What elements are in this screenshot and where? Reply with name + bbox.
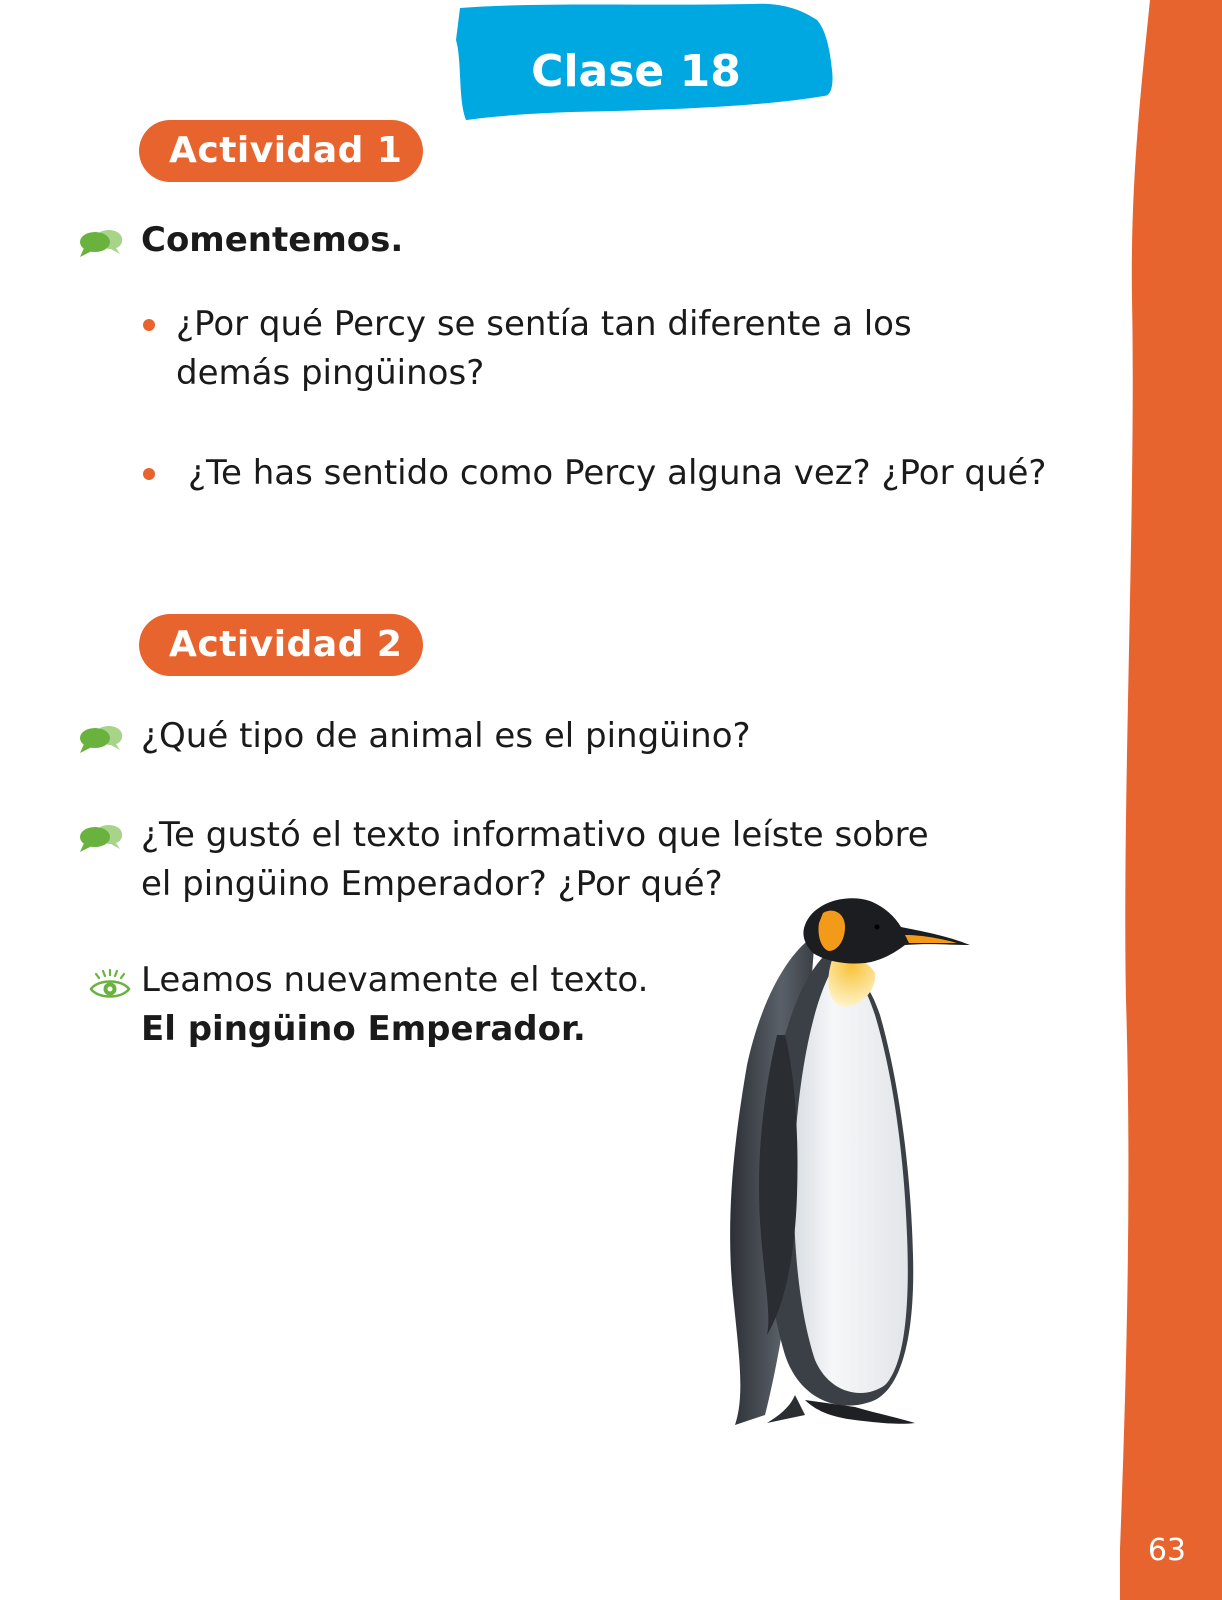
activity-1-question-1: ¿Por qué Percy se sentía tan diferente a los demás pingüinos? <box>176 304 912 393</box>
activity-2-label: Actividad 2 <box>139 614 423 676</box>
bullet-dot <box>143 319 155 331</box>
page-number: 63 <box>1147 1533 1186 1568</box>
reading-title: El pingüino Emperador. <box>141 1009 586 1049</box>
activity-2-question-1: ¿Qué tipo de animal es el pingüino? <box>141 716 751 756</box>
speech-bubbles-icon <box>78 722 126 756</box>
activity-2-question-2: ¿Te gustó el texto informativo que leíste sobre el pingüino Emperador? ¿Por qué? <box>141 815 929 904</box>
page-title: Clase 18 <box>531 46 741 97</box>
speech-bubbles-icon <box>78 821 126 855</box>
read-prompt: Leamos nuevamente el texto. <box>141 960 649 1000</box>
penguin-image <box>705 895 995 1465</box>
activity-1-label: Actividad 1 <box>139 120 423 182</box>
side-band <box>1120 0 1222 1600</box>
eye-icon <box>88 965 132 1001</box>
speech-bubbles-icon <box>78 226 126 260</box>
bullet-dot <box>143 468 155 480</box>
activity-1-prompt: Comentemos. <box>141 220 404 260</box>
activity-1-question-2: ¿Te has sentido como Percy alguna vez? ¿Por qué? <box>188 453 1047 493</box>
